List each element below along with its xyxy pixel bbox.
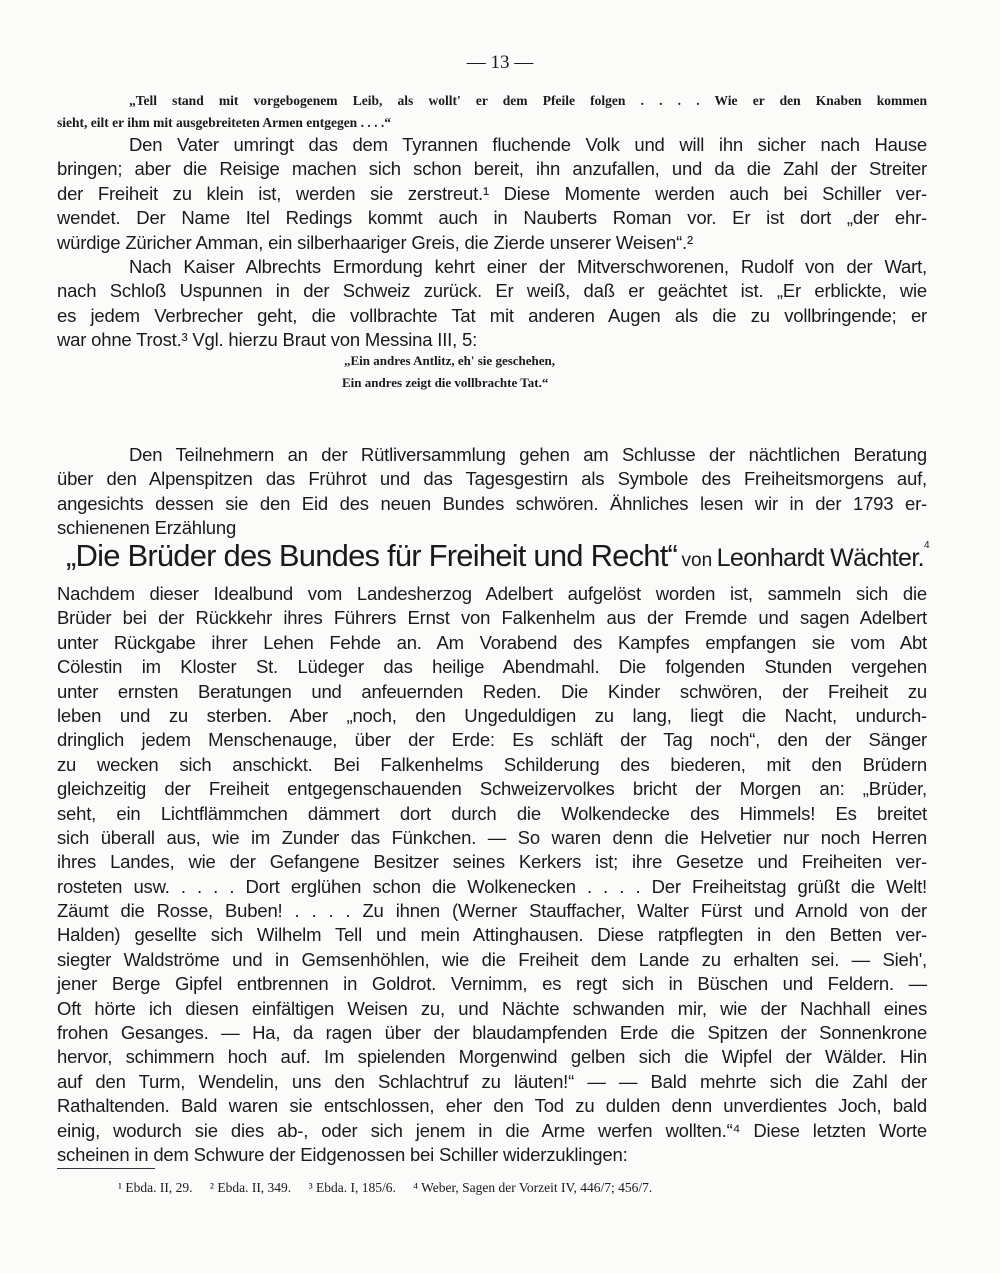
paragraph-3	[57, 443, 927, 541]
text-line: dringlich jedem Menschenauge, über der Erde: Es schläft der Tag noch“, den der Sänger	[57, 729, 927, 751]
footnotes	[118, 1180, 666, 1196]
text-line: siegter Waldströme und in Gemsenhöhlen, wie die Freiheit dem Lande zu erhalten sei. — Sieh',	[57, 948, 927, 970]
text-line: frohen Gesanges. — Ha, da ragen über der blaudampfenden Erde die Spitzen der Sonnenkrone	[57, 1022, 927, 1044]
footnote-3: ³ Ebda. I, 185/6.	[308, 1180, 396, 1195]
text-line: unter ernsten Beratungen und anfeuernden Reden. Die Kinder schwören, der Freiheit zu	[57, 680, 927, 702]
text-line: Oft hörte ich diesen einfältigen Weisen zu, und Nächte schwanden mir, wie der Nachhall eines	[57, 997, 927, 1019]
footnote-rule	[57, 1168, 155, 1169]
text-line: gleichzeitig der Freiheit entgegenschauenden Schweizervolkes bricht der Morgen an: „Brüder,	[57, 778, 927, 800]
text-line: war ohne Trost.³ Vgl. hierzu Braut von Messina III, 5:	[57, 329, 478, 351]
verse-line: „Ein andres Antlitz, eh' sie geschehen,	[344, 353, 556, 368]
text-line: sieht, eilt er ihm mit ausgebreiteten Armen entgegen . . . .“	[57, 115, 391, 130]
paragraph-4	[57, 582, 927, 1167]
text-line: leben und zu sterben. Aber „noch, den Ungeduldigen zu lang, liegt die Nacht, undurch-	[57, 704, 927, 726]
text-line: würdige Züricher Amman, ein silberhaariger Greis, die Zierde unserer Weisen“.²	[57, 231, 693, 253]
text-line: Zäumt die Rosse, Buben! . . . . Zu ihnen (Werner Stauffacher, Walter Fürst und Arnold von der	[57, 900, 927, 922]
text-line: scheinen in dem Schwure der Eidgenossen bei Schiller widerzuklingen:	[57, 1143, 628, 1165]
text-line: es jedem Verbrecher geht, die vollbrachte Tat mit anderen Augen als die zu vollbringende; er	[57, 304, 927, 326]
text-line: auf den Turm, Wendelin, uns den Schlachtruf zu läuten!“ — — Bald mehrte sich die Zahl der	[57, 1070, 927, 1092]
text-line: unter Rückgabe ihrer Lehen Fehde an. Am Vorabend des Kampfes empfangen sie vom Abt	[57, 631, 927, 653]
work-title	[66, 538, 930, 574]
footnote-4: ⁴ Weber, Sagen der Vorzeit IV, 446/7; 456/7.	[413, 1180, 653, 1195]
text-line: nach Schloß Uspunnen in der Schweiz zurück. Er weiß, daß er geächtet ist. „Er erblickte, wie	[57, 280, 927, 302]
verse-quote	[344, 350, 555, 394]
verse-line: Ein andres zeigt die vollbrachte Tat.“	[342, 375, 549, 390]
footnote-1: ¹ Ebda. II, 29.	[118, 1180, 193, 1195]
text-line: über den Alpenspitzen das Frührot und das Tagesgestirn als Symbole des Freiheitsmorgens auf,	[57, 468, 927, 490]
text-line: einig, wodurch sie dies ab-, oder sich jenem in die Arme werfen wollten.“⁴ Diese letzten Worte	[57, 1119, 927, 1141]
paragraph-2	[57, 255, 927, 353]
text-line: Rathaltenden. Bald waren sie entschlossen, eher den Tod zu dulden denn unverdientes Joch, bald	[57, 1095, 927, 1117]
paragraph-1	[57, 133, 927, 255]
text-line: wendet. Der Name Itel Redings kommt auch in Nauberts Roman vor. Er ist dort „der ehr-	[57, 207, 927, 229]
text-line: angesichts dessen sie den Eid des neuen Bundes schwören. Ähnliches lesen wir in der 1793 er-	[57, 492, 927, 514]
quote-block	[57, 90, 927, 134]
text-line: Den Teilnehmern an der Rütliversammlung gehen am Schlusse der nächtlichen Beratung	[129, 444, 927, 465]
text-line: Nachdem dieser Idealbund vom Landesherzog Adelbert aufgelöst worden ist, sammeln sich die	[57, 583, 927, 604]
work-title-von: von	[681, 550, 713, 571]
text-line: rosteten usw. . . . . Dort erglühen schon die Wolkenecken . . . . Der Freiheitstag grüßt die Welt!	[57, 875, 927, 897]
text-line: Halden) gesellte sich Wilhelm Tell und mein Attinghausen. Diese ratpflegten in den Betten ver-	[57, 924, 927, 946]
text-line: Den Vater umringt das dem Tyrannen fluchende Volk und will ihn sicher nach Hause	[129, 134, 927, 155]
text-line: Cölestin im Kloster St. Lüdeger das heilige Abendmahl. Die folgenden Stunden vergehen	[57, 656, 927, 678]
text-line: zu wecken sich anschickt. Bei Falkenhelms Schilderung des biederen, mit den Brüdern	[57, 753, 927, 775]
work-title-author: Leonhardt Wächter.	[716, 544, 925, 572]
text-line: bringen; aber die Reisige machen sich schon bereit, ihn anzufallen, und da die Zahl der Streiter	[57, 158, 927, 180]
text-line: „Tell stand mit vorgebogenem Leib, als wollt' er dem Pfeile folgen . . . . Wie er den Knaben kommen	[129, 93, 927, 108]
text-line: sich überall aus, wie im Zunder das Fünkchen. — So waren denn die Helvetier nur noch Herren	[57, 826, 927, 848]
text-line: jener Berge Gipfel entbrennen in Goldrot. Vernimm, es regt sich in Büschen und Feldern. —	[57, 973, 927, 995]
text-line: schienenen Erzählung	[57, 517, 237, 539]
text-line: ihres Landes, wie der Gefangene Besitzer seines Kerkers ist; ihre Gesetze und Freiheiten ver-	[57, 851, 927, 873]
text-line: der Freiheit zu klein ist, werden sie zerstreut.¹ Diese Momente werden auch bei Schiller ver-	[57, 182, 927, 204]
work-title-main: „Die Brüder des Bundes für Freiheit und Recht“	[66, 538, 678, 573]
text-line: seht, ein Lichtflämmchen dämmert dort durch die Wolkendecke des Himmels! Es breitet	[57, 802, 927, 824]
page-number: — 13 —	[466, 52, 534, 73]
text-line: hervor, schimmern hoch auf. Im spielenden Morgenwind gelben sich die Wipfel der Wälder. Hin	[57, 1046, 927, 1068]
text-line: Nach Kaiser Albrechts Ermordung kehrt einer der Mitverschworenen, Rudolf von der Wart,	[129, 256, 927, 277]
text-line: Brüder bei der Rückkehr ihres Führers Ernst von Falkenhelm aus der Fremde und sagen Adelbert	[57, 607, 927, 629]
footnote-mark: 4	[924, 540, 930, 551]
footnote-2: ² Ebda. II, 349.	[209, 1180, 292, 1195]
